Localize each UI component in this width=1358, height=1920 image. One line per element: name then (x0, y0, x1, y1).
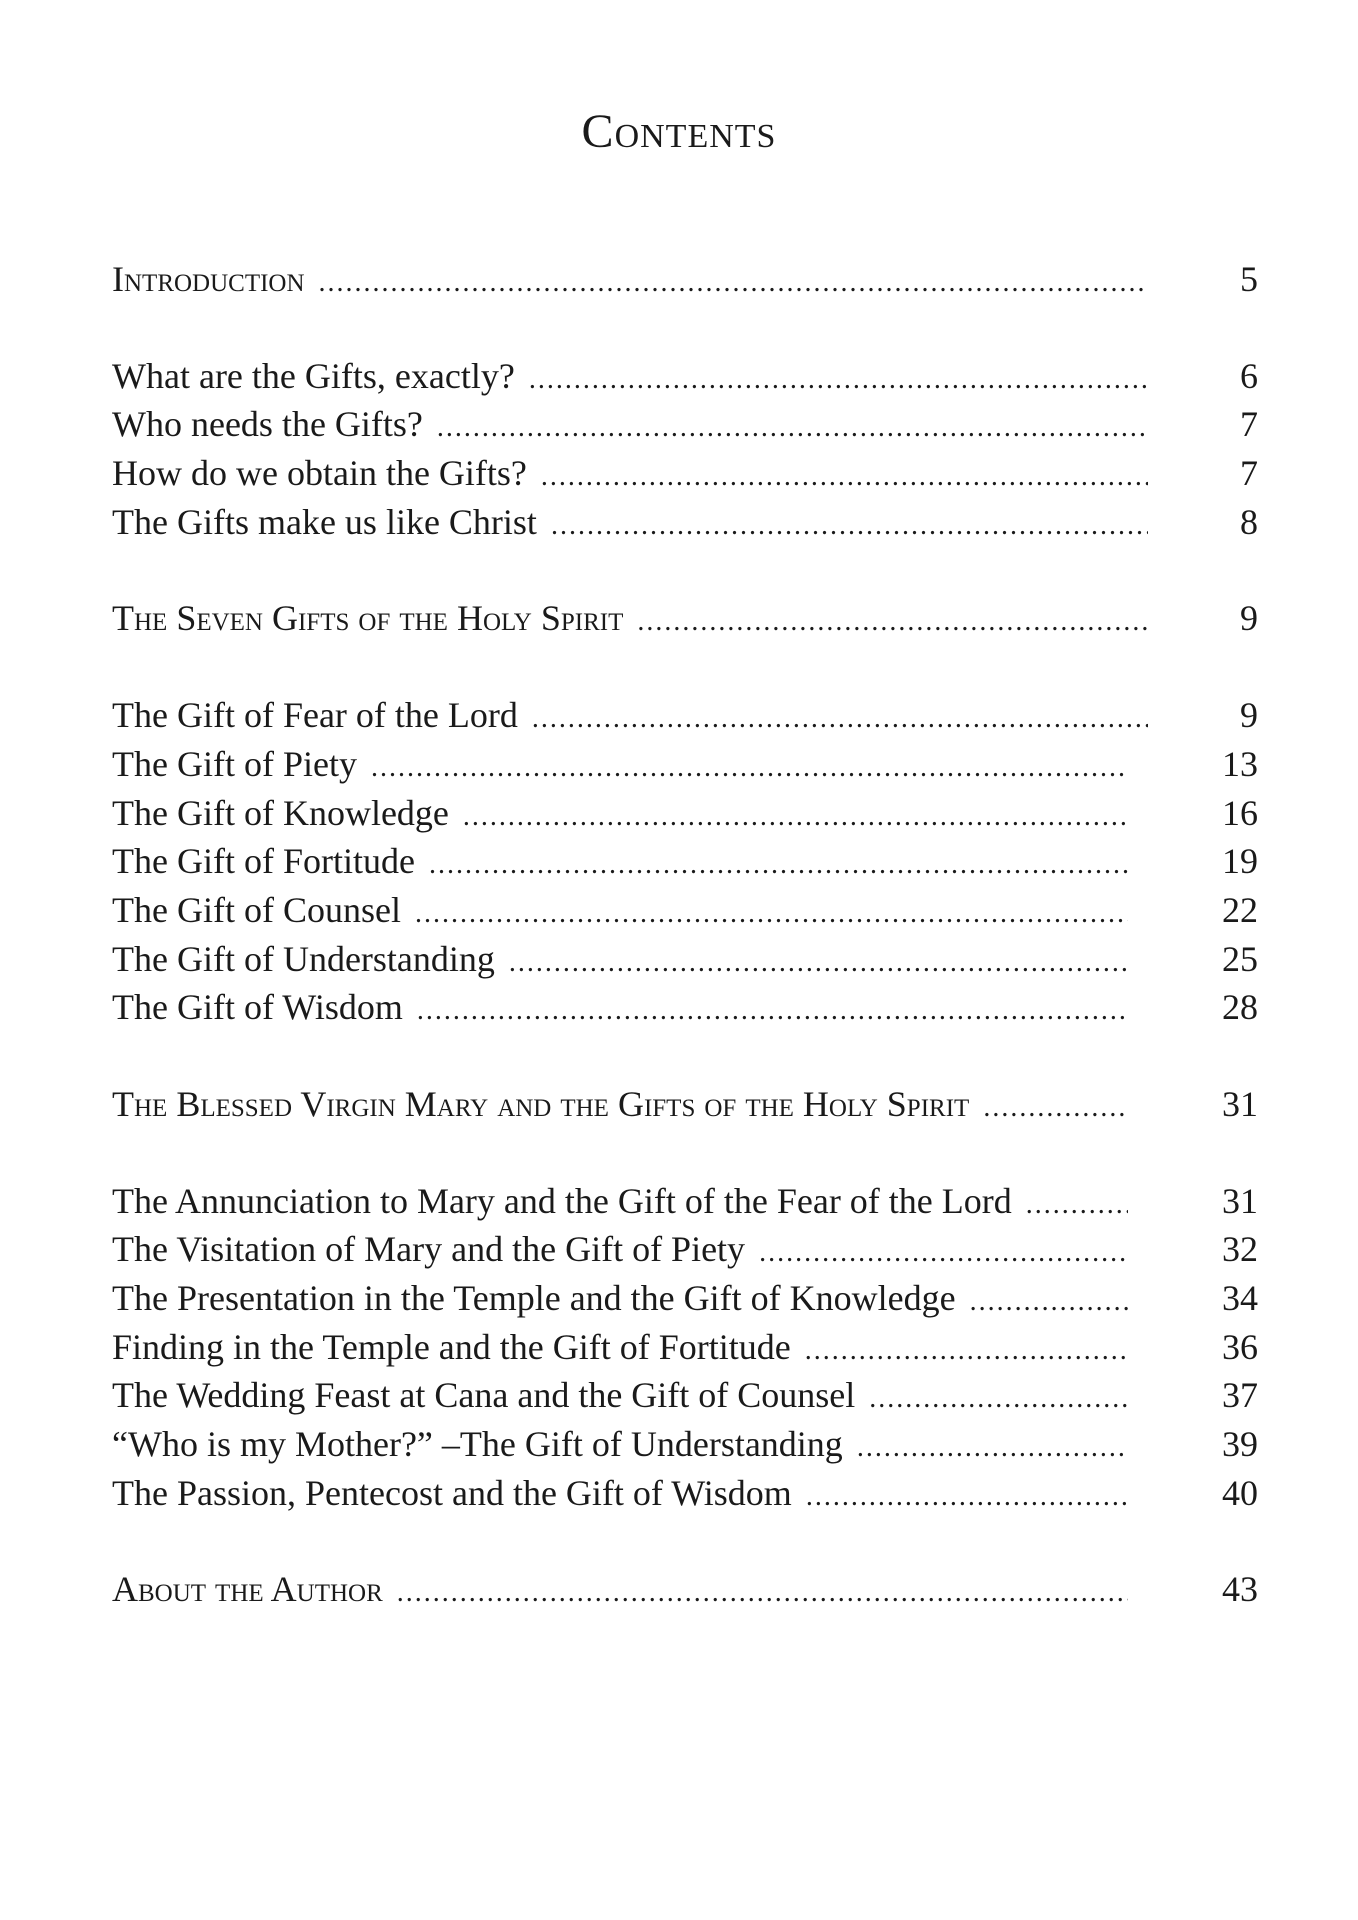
toc-entry[interactable] (112, 452, 1258, 501)
dot-leader (397, 1577, 1128, 1609)
toc-entry[interactable] (112, 1228, 1258, 1277)
dot-leader (805, 1335, 1128, 1367)
toc-entry-title: The Gift of Counsel (112, 889, 401, 930)
toc-section (112, 1180, 1258, 1521)
toc-section (112, 355, 1258, 550)
toc-entry[interactable] (112, 1374, 1258, 1423)
dot-leader (429, 849, 1128, 881)
toc-entry-title: The Gift of Wisdom (112, 987, 403, 1028)
toc-page-number: 43 (1222, 1569, 1258, 1610)
toc-entry[interactable] (112, 1180, 1258, 1229)
toc-page-number: 40 (1222, 1472, 1258, 1513)
toc-page-number: 7 (1240, 453, 1258, 494)
toc-section-heading[interactable] (112, 258, 1258, 307)
dot-leader (983, 1092, 1128, 1124)
toc-page-number: 5 (1240, 259, 1258, 299)
toc-entry-title: The Gift of Fear of the Lord (112, 695, 518, 736)
toc-page-number: 9 (1240, 695, 1258, 736)
dot-leader (509, 947, 1128, 979)
toc-entry-title: Who needs the Gifts? (112, 404, 423, 445)
toc-page-number: 31 (1222, 1180, 1258, 1221)
toc-entry-title: About the Author (112, 1569, 383, 1610)
dot-leader (551, 510, 1148, 542)
toc-entry[interactable] (112, 1277, 1258, 1326)
toc-entry-title: What are the Gifts, exactly? (112, 355, 515, 396)
toc-entry[interactable] (112, 694, 1258, 743)
toc-page-number: 13 (1222, 743, 1258, 784)
toc-page-number: 7 (1240, 404, 1258, 445)
toc-entry-title: The Annunciation to Mary and the Gift of the Fear of the Lord (112, 1180, 1012, 1221)
dot-leader (759, 1237, 1128, 1269)
dot-leader (371, 752, 1128, 784)
toc-section-heading[interactable] (112, 1568, 1258, 1617)
dot-leader (869, 1383, 1128, 1415)
toc-page-number: 39 (1222, 1424, 1258, 1465)
toc-page-number: 36 (1222, 1326, 1258, 1367)
toc-entry-title: The Passion, Pentecost and the Gift of Wisdom (112, 1472, 792, 1513)
toc-entry[interactable] (112, 792, 1258, 841)
toc-entry-title: How do we obtain the Gifts? (112, 453, 527, 494)
toc-entry[interactable] (112, 986, 1258, 1035)
toc-section-heading[interactable] (112, 597, 1258, 646)
toc-entry[interactable] (112, 1326, 1258, 1375)
toc-entry-title: The Gift of Understanding (112, 938, 495, 979)
toc-entry[interactable] (112, 938, 1258, 987)
toc-page-number: 34 (1222, 1278, 1258, 1318)
toc-entry-title: The Gift of Fortitude (112, 841, 415, 882)
toc-page-number: 9 (1240, 598, 1258, 639)
toc-entry[interactable] (112, 840, 1258, 889)
toc-entry-title: Finding in the Temple and the Gift of Fortitude (112, 1326, 791, 1367)
toc-page-number: 19 (1222, 841, 1258, 882)
toc-page-number: 16 (1222, 792, 1258, 833)
toc-entry[interactable] (112, 743, 1258, 792)
toc-entry-title: The Gifts make us like Christ (112, 501, 537, 542)
toc-entry-title: The Seven Gifts of the Holy Spirit (112, 598, 624, 639)
dot-leader (1026, 1189, 1128, 1221)
toc-page-number: 22 (1222, 889, 1258, 930)
toc-page-number: 37 (1222, 1375, 1258, 1416)
toc-entry-title: The Presentation in the Temple and the Gift of Knowledge (112, 1278, 956, 1318)
table-of-contents (112, 258, 1258, 1665)
toc-entry[interactable] (112, 1423, 1258, 1472)
toc-entry-title: The Wedding Feast at Cana and the Gift of Counsel (112, 1375, 856, 1416)
toc-section (112, 694, 1258, 1035)
toc-entry[interactable] (112, 889, 1258, 938)
dot-leader (417, 995, 1128, 1027)
dot-leader (463, 801, 1128, 833)
toc-entry-title: The Gift of Piety (112, 743, 357, 784)
toc-page-number: 8 (1240, 501, 1258, 542)
toc-section-heading[interactable] (112, 1083, 1258, 1132)
toc-entry[interactable] (112, 501, 1258, 550)
toc-page-number: 31 (1222, 1083, 1258, 1124)
toc-section (112, 258, 1258, 307)
toc-section (112, 1083, 1258, 1132)
page-title: Contents (581, 105, 777, 158)
toc-page-number: 6 (1240, 355, 1258, 396)
dot-leader (806, 1481, 1128, 1513)
dot-leader (319, 267, 1148, 299)
toc-page-number: 28 (1222, 987, 1258, 1028)
toc-entry[interactable] (112, 355, 1258, 404)
dot-leader (637, 606, 1148, 638)
toc-entry[interactable] (112, 1472, 1258, 1521)
dot-leader (970, 1286, 1128, 1318)
toc-entry-title: The Gift of Knowledge (112, 792, 449, 833)
toc-entry-title: The Visitation of Mary and the Gift of Piety (112, 1229, 746, 1270)
toc-entry[interactable] (112, 403, 1258, 452)
dot-leader (529, 364, 1148, 396)
toc-entry-title: The Blessed Virgin Mary and the Gifts of the Holy Spirit (112, 1083, 970, 1124)
toc-section (112, 597, 1258, 646)
dot-leader (437, 412, 1148, 444)
toc-entry-title: “Who is my Mother?” –The Gift of Understanding (112, 1424, 843, 1465)
toc-page-number: 25 (1222, 938, 1258, 979)
toc-page-number: 32 (1222, 1229, 1258, 1270)
toc-entry-title: Introduction (112, 259, 305, 299)
dot-leader (857, 1432, 1128, 1464)
toc-section (112, 1568, 1258, 1617)
dot-leader (532, 703, 1148, 735)
dot-leader (541, 461, 1148, 493)
dot-leader (415, 898, 1128, 930)
